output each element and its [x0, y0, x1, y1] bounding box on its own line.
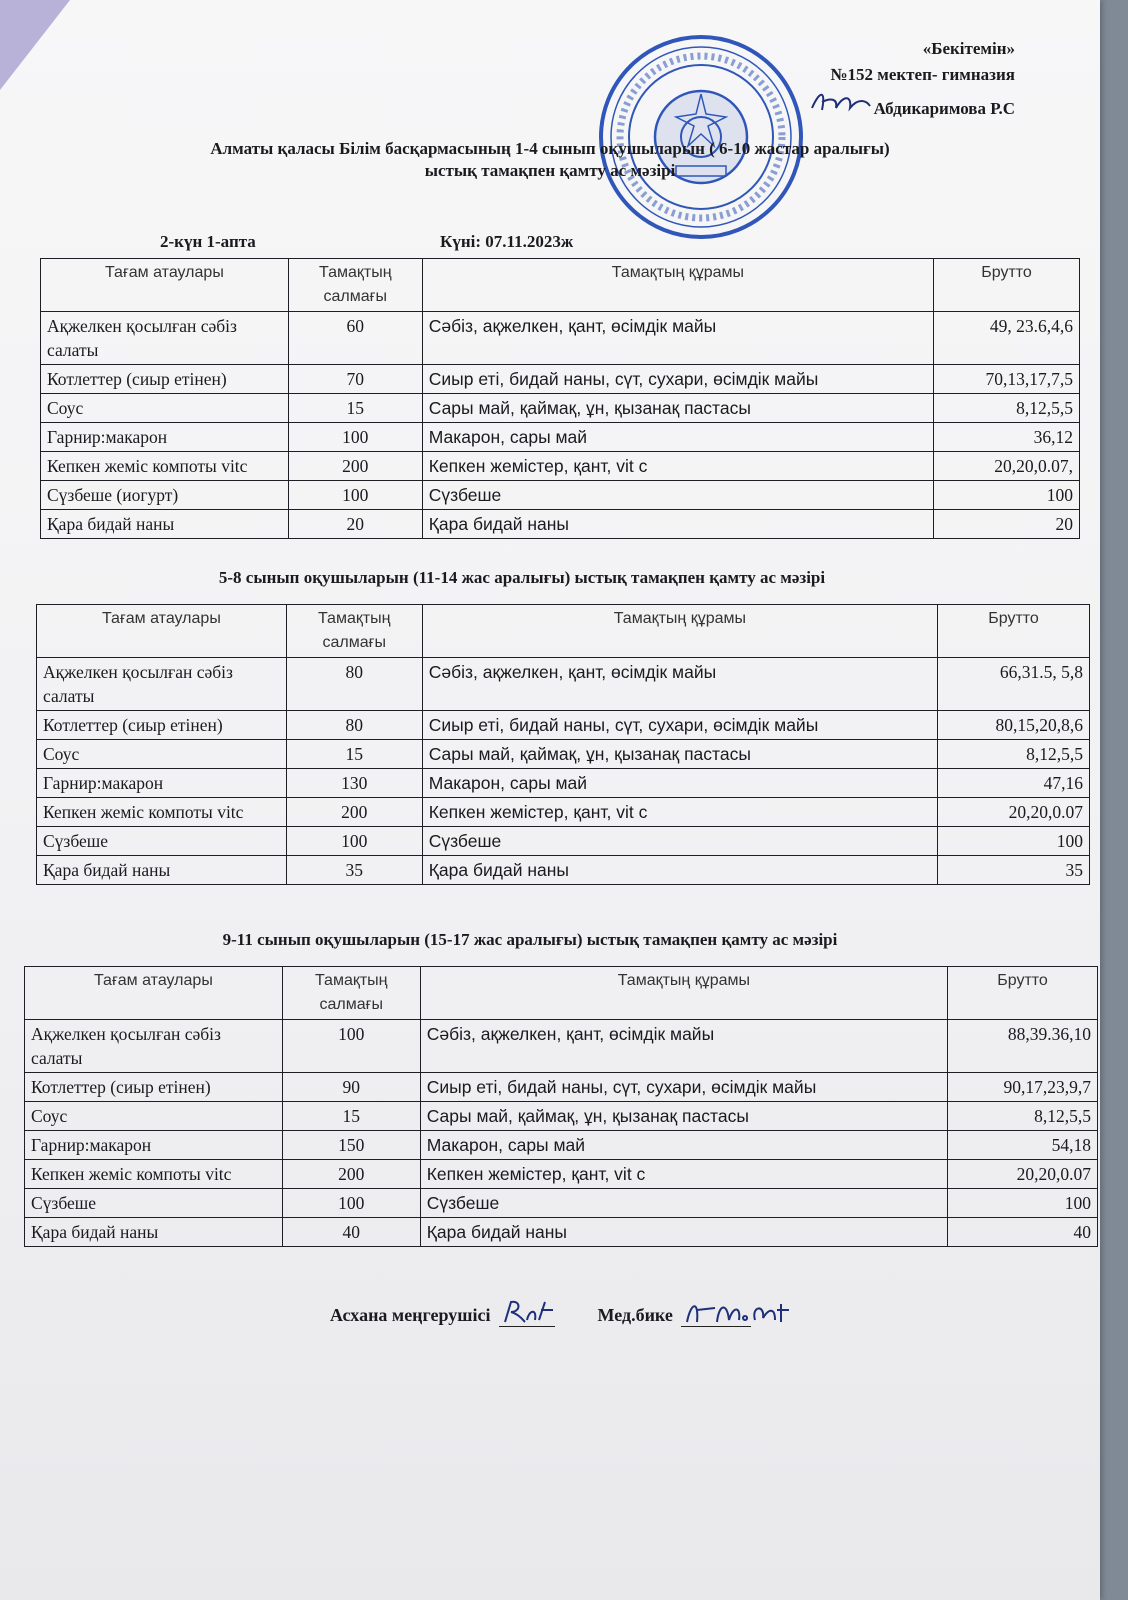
table-body [25, 1020, 1098, 1247]
cell-weight: 60 [288, 312, 422, 365]
cell-composition: Кепкен жемістер, қант, vit c [422, 798, 937, 827]
cell-composition: Қара бидай наны [422, 856, 937, 885]
table-header-row [25, 967, 1098, 1020]
header-composition: Тамақтың құрамы [422, 605, 937, 658]
date-label: Күні: 07.11.2023ж [440, 232, 574, 251]
cell-brutto: 20 [934, 510, 1080, 539]
cell-brutto: 20,20,0.07, [934, 452, 1080, 481]
cell-dish-name: Сүзбеше (иогурт) [41, 481, 289, 510]
cell-dish-name: Котлеттер (сиыр етінен) [37, 711, 287, 740]
cell-brutto: 8,12,5,5 [948, 1102, 1098, 1131]
header-composition: Тамақтың құрамы [422, 259, 933, 312]
table-row [41, 481, 1080, 510]
table-body [37, 658, 1090, 885]
cell-weight: 20 [288, 510, 422, 539]
cell-composition: Сүзбеше [422, 481, 933, 510]
cell-weight: 80 [286, 711, 422, 740]
header-weight: Тамақтың салмағы [282, 967, 420, 1020]
cell-dish-name: Сүзбеше [25, 1189, 283, 1218]
cell-brutto: 88,39.36,10 [948, 1020, 1098, 1073]
cell-composition: Қара бидай наны [420, 1218, 947, 1247]
table-header-row [37, 605, 1090, 658]
cell-brutto: 35 [938, 856, 1090, 885]
approval-director [804, 88, 1015, 122]
cell-composition: Макарон, сары май [422, 423, 933, 452]
section3-title: 9-11 сынып оқушыларын (15-17 жас аралығы) ыстық тамақпен қамту ас мәзірі [222, 930, 838, 949]
cell-dish-name: Ақжелкен қосылған сәбіз салаты [41, 312, 289, 365]
cell-weight: 200 [282, 1160, 420, 1189]
cell-composition: Сәбіз, ақжелкен, қант, өсімдік майы [422, 312, 933, 365]
cell-brutto: 90,17,23,9,7 [948, 1073, 1098, 1102]
official-stamp [598, 34, 804, 240]
cell-weight: 35 [286, 856, 422, 885]
table-row [37, 711, 1090, 740]
cell-dish-name: Кепкен жеміс компоты vitc [41, 452, 289, 481]
cell-composition: Сиыр еті, бидай наны, сүт, сухари, өсімдік майы [420, 1073, 947, 1102]
cell-dish-name: Қара бидай наны [41, 510, 289, 539]
cell-dish-name: Қара бидай наны [25, 1218, 283, 1247]
header-weight: Тамақтың салмағы [286, 605, 422, 658]
table-row [37, 827, 1090, 856]
cell-dish-name: Котлеттер (сиыр етінен) [25, 1073, 283, 1102]
cell-brutto: 80,15,20,8,6 [938, 711, 1090, 740]
canteen-manager-label: Асхана меңгерушісі [330, 1305, 491, 1325]
cell-composition: Сүзбеше [422, 827, 937, 856]
day-label: 2-күн 1-апта [160, 232, 256, 251]
cell-dish-name: Гарнир:макарон [37, 769, 287, 798]
cell-weight: 15 [286, 740, 422, 769]
cell-weight: 150 [282, 1131, 420, 1160]
cell-brutto: 8,12,5,5 [938, 740, 1090, 769]
table-row [41, 423, 1080, 452]
table-row [25, 1102, 1098, 1131]
cell-brutto: 100 [934, 481, 1080, 510]
cell-dish-name: Кепкен жеміс компоты vitc [37, 798, 287, 827]
menu-table-grades-9-11 [24, 966, 1098, 1247]
cell-weight: 100 [282, 1189, 420, 1218]
cell-composition: Кепкен жемістер, қант, vit c [420, 1160, 947, 1189]
cell-composition: Сәбіз, ақжелкен, қант, өсімдік майы [422, 658, 937, 711]
table-row [41, 452, 1080, 481]
cell-weight: 90 [282, 1073, 420, 1102]
cell-brutto: 36,12 [934, 423, 1080, 452]
cell-weight: 200 [288, 452, 422, 481]
table-row [25, 1131, 1098, 1160]
cell-brutto: 66,31.5, 5,8 [938, 658, 1090, 711]
menu-table-grades-1-4 [40, 258, 1080, 539]
table-row [25, 1218, 1098, 1247]
table-row [41, 510, 1080, 539]
table-row [37, 798, 1090, 827]
cell-brutto: 70,13,17,7,5 [934, 365, 1080, 394]
cell-composition: Макарон, сары май [420, 1131, 947, 1160]
table-row [37, 658, 1090, 711]
cell-brutto: 54,18 [948, 1131, 1098, 1160]
table-row [37, 856, 1090, 885]
table-row [25, 1189, 1098, 1218]
table-row [41, 365, 1080, 394]
header-weight: Тамақтың салмағы [288, 259, 422, 312]
cell-weight: 15 [288, 394, 422, 423]
cell-dish-name: Соус [37, 740, 287, 769]
header-composition: Тамақтың құрамы [420, 967, 947, 1020]
table-row [41, 394, 1080, 423]
cell-weight: 40 [282, 1218, 420, 1247]
cell-dish-name: Гарнир:макарон [41, 423, 289, 452]
nurse-label: Мед.бике [597, 1305, 673, 1325]
approval-block [804, 36, 1015, 122]
table-row [25, 1073, 1098, 1102]
cell-composition: Макарон, сары май [422, 769, 937, 798]
cell-dish-name: Сүзбеше [37, 827, 287, 856]
cell-composition: Сиыр еті, бидай наны, сүт, сухари, өсімдік майы [422, 365, 933, 394]
cell-weight: 80 [286, 658, 422, 711]
table-row [37, 769, 1090, 798]
header-brutto: Брутто [938, 605, 1090, 658]
table-header-row [41, 259, 1080, 312]
menu-title-line1: Алматы қаласы Білім басқармасының 1-4 сынып оқушыларын ( 6-10 жастар аралығы) [210, 139, 890, 158]
header-brutto: Брутто [948, 967, 1098, 1020]
signature-footer [330, 1296, 751, 1327]
cell-weight: 100 [286, 827, 422, 856]
cell-weight: 100 [282, 1020, 420, 1073]
cell-composition: Сәбіз, ақжелкен, қант, өсімдік майы [420, 1020, 947, 1073]
menu-title-line2: ыстық тамақпен қамту ас мәзірі [424, 161, 676, 180]
cell-dish-name: Соус [25, 1102, 283, 1131]
nurse-signature [681, 1296, 751, 1327]
cell-brutto: 20,20,0.07 [948, 1160, 1098, 1189]
cell-weight: 100 [288, 423, 422, 452]
table-body [41, 312, 1080, 539]
cell-weight: 130 [286, 769, 422, 798]
cell-weight: 70 [288, 365, 422, 394]
table-row [25, 1160, 1098, 1189]
cell-composition: Сары май, қаймақ, ұн, қызанақ пастасы [420, 1102, 947, 1131]
cell-composition: Сары май, қаймақ, ұн, қызанақ пастасы [422, 740, 937, 769]
table-row [37, 740, 1090, 769]
cell-dish-name: Кепкен жеміс компоты vitc [25, 1160, 283, 1189]
cell-brutto: 47,16 [938, 769, 1090, 798]
header-name: Тағам атаулары [25, 967, 283, 1020]
cell-dish-name: Ақжелкен қосылған сәбіз салаты [37, 658, 287, 711]
cell-brutto: 100 [948, 1189, 1098, 1218]
cell-composition: Сары май, қаймақ, ұн, қызанақ пастасы [422, 394, 933, 423]
section2-title: 5-8 сынып оқушыларын (11-14 жас аралығы) ыстық тамақпен қамту ас мәзірі [218, 568, 826, 587]
approval-title: «Бекітемін» [922, 39, 1015, 58]
header-name: Тағам атаулары [41, 259, 289, 312]
canteen-manager-signature [499, 1298, 555, 1327]
cell-weight: 15 [282, 1102, 420, 1131]
cell-brutto: 49, 23.6,4,6 [934, 312, 1080, 365]
director-signature [804, 88, 874, 122]
table-row [25, 1020, 1098, 1073]
cell-composition: Сиыр еті, бидай наны, сүт, сухари, өсімдік майы [422, 711, 937, 740]
cell-brutto: 40 [948, 1218, 1098, 1247]
cell-brutto: 8,12,5,5 [934, 394, 1080, 423]
cell-brutto: 100 [938, 827, 1090, 856]
menu-table-grades-5-8 [36, 604, 1090, 885]
cell-dish-name: Ақжелкен қосылған сәбіз салаты [25, 1020, 283, 1073]
cell-brutto: 20,20,0.07 [938, 798, 1090, 827]
header-brutto: Брутто [934, 259, 1080, 312]
cell-composition: Кепкен жемістер, қант, vit c [422, 452, 933, 481]
cell-dish-name: Қара бидай наны [37, 856, 287, 885]
cell-composition: Сүзбеше [420, 1189, 947, 1218]
header-name: Тағам атаулары [37, 605, 287, 658]
table-row [41, 312, 1080, 365]
paper-corner [0, 0, 70, 90]
approval-school: №152 мектеп- гимназия [830, 65, 1015, 84]
cell-dish-name: Гарнир:макарон [25, 1131, 283, 1160]
director-name: Абдикаримова Р.С [873, 99, 1015, 118]
cell-dish-name: Соус [41, 394, 289, 423]
cell-weight: 200 [286, 798, 422, 827]
cell-dish-name: Котлеттер (сиыр етінен) [41, 365, 289, 394]
cell-composition: Қара бидай наны [422, 510, 933, 539]
cell-weight: 100 [288, 481, 422, 510]
